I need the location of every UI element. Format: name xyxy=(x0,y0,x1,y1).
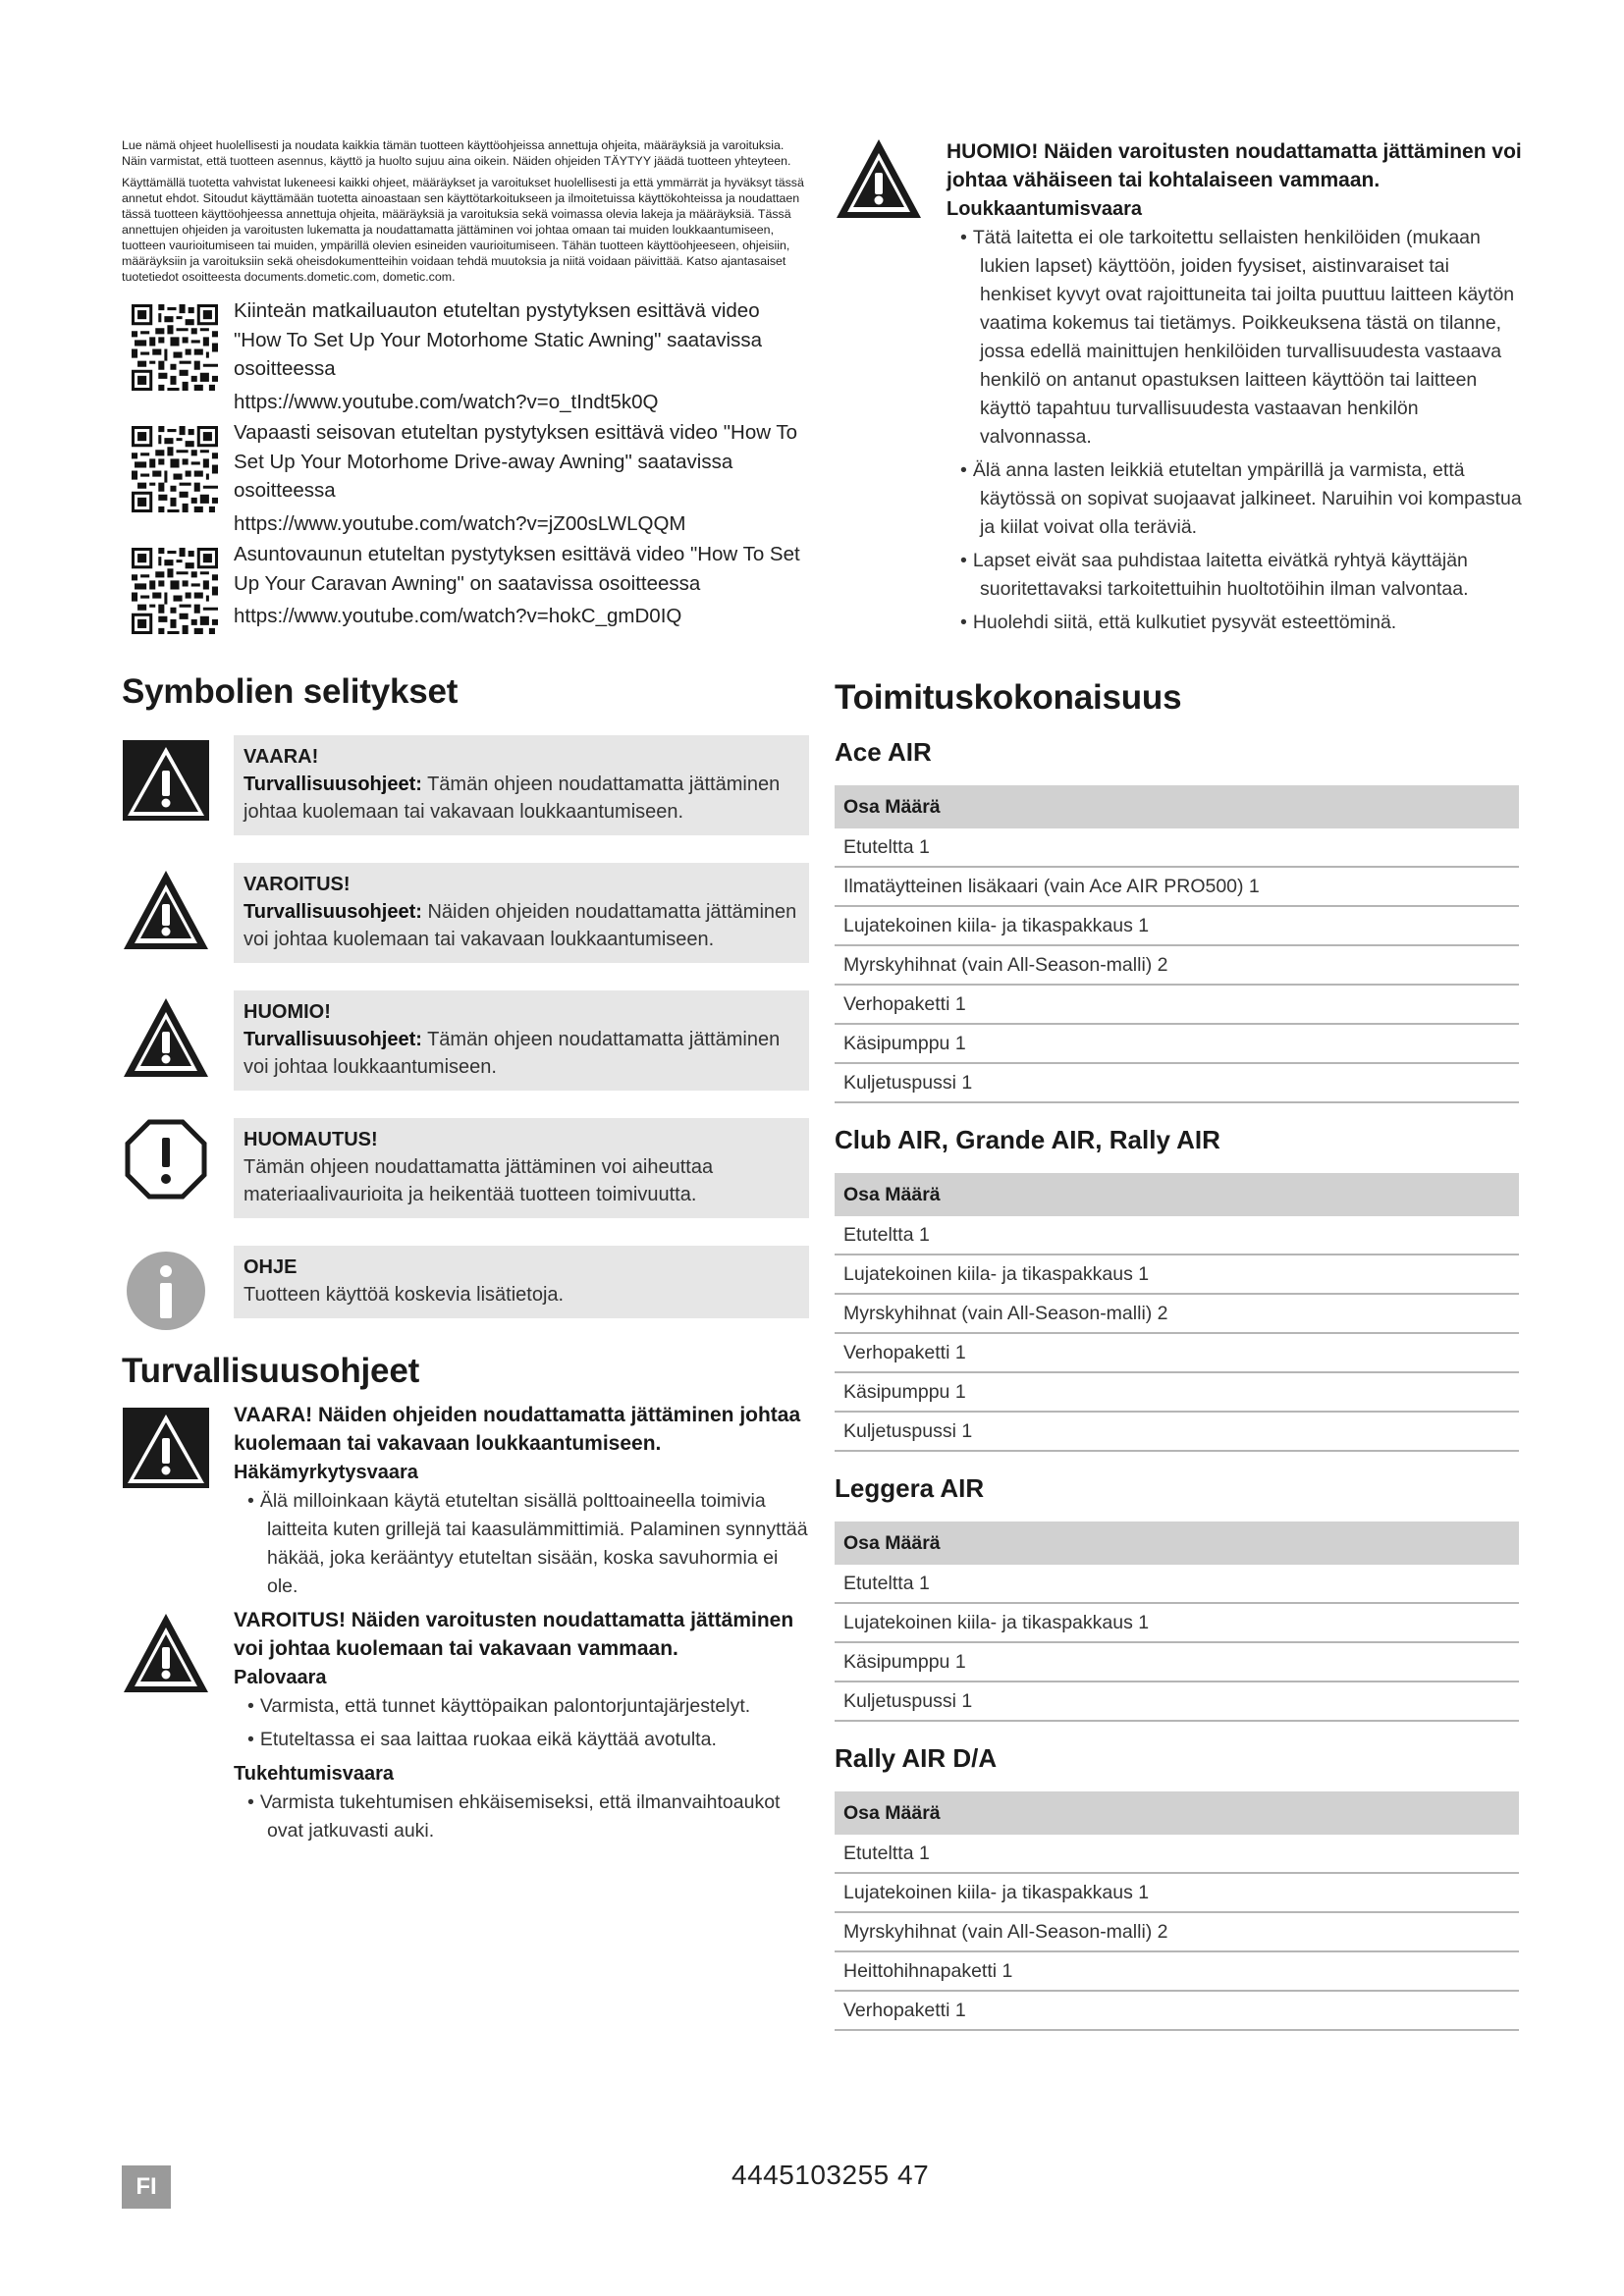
table-cell: Käsipumppu 1 xyxy=(835,1642,1519,1682)
symbol-text: Turvallisuusohjeet: Tämän ohjeen noudattamatta jättäminen johtaa kuolemaan tai vakavaan loukkaantumiseen. xyxy=(244,773,781,823)
symbol-caution xyxy=(122,990,809,1091)
table-header: Osa Määrä xyxy=(835,1791,1519,1835)
table-header: Osa Määrä xyxy=(835,785,1519,828)
qr-code-icon[interactable] xyxy=(132,304,218,391)
language-tag: FI xyxy=(122,2165,171,2209)
table-cell: Käsipumppu 1 xyxy=(835,1024,1519,1063)
table-cell: Myrskyhihnat (vain All-Season-malli) 2 xyxy=(835,945,1519,985)
intro-paragraph-2: Käyttämällä tuotetta vahvistat lukeneesi kaikki ohjeet, määräykset ja varoitukset huolellisesti ja että ymmärrät ja hyväksyt tässä annetut ehdot. Sitoudut käyttämään tuotetta ainoastaan sen käyttötarkoitukseen ja ilmoitetuissa käyttökohteissa ja noudattaen tässä tuotteen käyttöohjeessa annettuja ohjeita, määräyksiä ja varoituksia sekä voimassa olevia lakeja ja määräyksiä. Tässä annettujen ohjeiden ja varoitusten lukematta ja noudattamatta jättäminen voi johtaa omaan tai muiden loukkaantumiseen, tuotteen vaurioitumiseen tai muiden, ympärillä olevien esineiden vaurioitumiseen. Tähän tuotteen käyttöohjeeseen, ohjeisiin, määräyksiin ja varoituksiin sekä oheisdokumentteihin voidaan tehdä muutoksia ja niitä voidaan päivittää. Katso ajantasaiset tuotetiedot osoitteesta documents.dometic.com, dometic.com. xyxy=(122,176,804,284)
list-item: • Varmista, että tunnet käyttöpaikan palontorjuntajärjestelyt. xyxy=(234,1692,809,1721)
parts-table xyxy=(835,1522,1519,1722)
table-row xyxy=(835,1372,1519,1412)
table-cell: Verhopaketti 1 xyxy=(835,985,1519,1024)
table-row xyxy=(835,1642,1519,1682)
list-item: • Etuteltassa ei saa laittaa ruokaa eikä käyttää avotulta. xyxy=(234,1726,809,1754)
table-row xyxy=(835,906,1519,945)
symbol-text: Turvallisuusohjeet: Näiden ohjeiden noudattamatta jättäminen voi johtaa kuolemaan tai vakavaan loukkaantumiseen. xyxy=(244,900,797,950)
table-header-row xyxy=(835,1173,1519,1216)
hazard-subheading: Häkämyrkytysvaara xyxy=(234,1461,418,1483)
video-link-1 xyxy=(122,296,809,416)
symbol-title: HUOMAUTUS! xyxy=(244,1128,378,1150)
symbol-description-box xyxy=(234,735,809,835)
symbol-text: Tuotteen käyttöä koskevia lisätietoja. xyxy=(244,1283,565,1306)
table-cell: Verhopaketti 1 xyxy=(835,1333,1519,1372)
table-row xyxy=(835,1991,1519,2030)
qr-code-icon[interactable] xyxy=(132,548,218,634)
scope-model-list xyxy=(835,737,1522,2031)
model-name: Rally AIR D/A xyxy=(835,1743,998,1773)
hazard-list xyxy=(234,1789,809,1845)
table-row xyxy=(835,1682,1519,1721)
table-cell: Verhopaketti 1 xyxy=(835,1991,1519,2030)
parts-table xyxy=(835,1173,1519,1452)
right-column xyxy=(835,137,1522,2053)
table-cell: Ilmatäytteinen lisäkaari (vain Ace AIR PRO500) 1 xyxy=(835,867,1519,906)
safety-danger-title: VAARA! Näiden ohjeiden noudattamatta jättäminen johtaa kuolemaan tai vakavaan loukkaantumiseen. xyxy=(234,1403,801,1455)
video-description: Kiinteän matkailuauton etuteltan pystytyksen esittävä video "How To Set Up Your Motorhome Static Awning" saatavissa osoitteessa xyxy=(234,299,762,380)
table-row xyxy=(835,1294,1519,1333)
hazard-list xyxy=(947,224,1522,637)
table-cell: Lujatekoinen kiila- ja tikaspakkaus 1 xyxy=(835,1255,1519,1294)
video-description: Vapaasti seisovan etuteltan pystytyksen esittävä video "How To Set Up Your Motorhome Drive-away Awning" saatavissa osoitteessa xyxy=(234,421,797,502)
table-row xyxy=(835,945,1519,985)
document-number: 4445103255 47 xyxy=(731,2160,930,2190)
table-header: Osa Määrä xyxy=(835,1522,1519,1565)
table-cell: Lujatekoinen kiila- ja tikaspakkaus 1 xyxy=(835,1603,1519,1642)
table-cell: Kuljetuspussi 1 xyxy=(835,1682,1519,1721)
hazard-subheading: Loukkaantumisvaara xyxy=(947,198,1142,220)
table-row xyxy=(835,867,1519,906)
left-column xyxy=(122,137,809,1850)
list-item: • Huolehdi siitä, että kulkutiet pysyvät esteettöminä. xyxy=(947,609,1522,637)
safety-caution-block xyxy=(835,137,1522,637)
table-row xyxy=(835,1024,1519,1063)
warning-triangle-icon xyxy=(122,869,210,951)
symbol-notice xyxy=(122,1118,809,1218)
table-cell: Myrskyhihnat (vain All-Season-malli) 2 xyxy=(835,1912,1519,1951)
list-item: • Älä milloinkaan käytä etuteltan sisällä polttoaineella toimivia laitteita kuten grillejä tai kaasulämmittimiä. Palaminen synnyttää häkää, joka kerääntyy etuteltan sisään, koska savuhormia ei ole. xyxy=(234,1487,809,1601)
table-cell: Kuljetuspussi 1 xyxy=(835,1063,1519,1102)
symbols-heading: Symbolien selitykset xyxy=(122,671,459,711)
safety-warning-title: VAROITUS! Näiden varoitusten noudattamatta jättäminen voi johtaa kuolemaan tai vakavaan vammaan. xyxy=(234,1608,794,1660)
symbol-warning xyxy=(122,863,809,963)
table-row xyxy=(835,1216,1519,1255)
danger-warning-icon xyxy=(122,739,210,822)
symbol-text: Turvallisuusohjeet: Tämän ohjeen noudattamatta jättäminen voi johtaa loukkaantumiseen. xyxy=(244,1028,781,1078)
table-cell: Etuteltta 1 xyxy=(835,1565,1519,1603)
table-header: Osa Määrä xyxy=(835,1173,1519,1216)
safety-warning-block xyxy=(122,1606,809,1845)
symbol-title: VAROITUS! xyxy=(244,873,351,895)
hazard-subheading: Tukehtumisvaara xyxy=(234,1762,395,1785)
caution-triangle-icon xyxy=(122,996,210,1079)
list-item: • Varmista tukehtumisen ehkäisemiseksi, että ilmanvaihtoaukot ovat jatkuvasti auki. xyxy=(234,1789,809,1845)
list-item: • Älä anna lasten leikkiä etuteltan ympärillä ja varmista, että käytössä on sopivat suojaavat jalkineet. Naruihin voi kompastua ja kiilat voivat olla teräviä. xyxy=(947,456,1522,542)
symbol-description-box xyxy=(234,863,809,963)
table-row xyxy=(835,1603,1519,1642)
model-name: Club AIR, Grande AIR, Rally AIR xyxy=(835,1125,1220,1154)
table-row xyxy=(835,1951,1519,1991)
hazard-subheading: Palovaara xyxy=(234,1666,327,1688)
safety-heading: Turvallisuusohjeet xyxy=(122,1351,420,1390)
symbol-danger xyxy=(122,735,809,835)
warning-triangle-icon xyxy=(122,1612,210,1694)
scope-model-section xyxy=(835,1743,1522,2031)
list-item: • Lapset eivät saa puhdistaa laitetta eivätkä ryhtyä käyttäjän suoritettavaksi tarkoitettuihin huoltotöihin ilman valvontaa. xyxy=(947,547,1522,604)
symbol-description-box xyxy=(234,1246,809,1318)
hazard-list xyxy=(234,1487,809,1601)
video-url[interactable]: https://www.youtube.com/watch?v=jZ00sLWLQQM xyxy=(234,511,686,535)
video-link-3 xyxy=(122,540,809,631)
scope-heading: Toimituskokonaisuus xyxy=(835,678,1182,717)
table-row xyxy=(835,985,1519,1024)
table-row xyxy=(835,1333,1519,1372)
table-header-row xyxy=(835,1791,1519,1835)
video-description: Asuntovaunun etuteltan pystytyksen esittävä video "How To Set Up Your Caravan Awning" on saatavissa osoitteessa xyxy=(234,543,800,595)
model-name: Ace AIR xyxy=(835,737,932,767)
model-name: Leggera AIR xyxy=(835,1473,985,1503)
notice-octagon-icon xyxy=(122,1118,210,1201)
table-cell: Käsipumppu 1 xyxy=(835,1372,1519,1412)
safety-danger-block xyxy=(122,1401,809,1601)
table-row xyxy=(835,1835,1519,1873)
table-cell: Etuteltta 1 xyxy=(835,828,1519,867)
table-cell: Kuljetuspussi 1 xyxy=(835,1412,1519,1451)
video-link-2 xyxy=(122,418,809,538)
list-item: • Tätä laitetta ei ole tarkoitettu sellaisten henkilöiden (mukaan lukien lapset) käyttöön, joiden fyysiset, aistinvaraiset tai henkiset kyvyt ovat rajoittuneita tai joilta puuttuu laitteen käytön vaatima kokemus tai tietämys. Poikkeuksena tästä on tilanne, jossa edellä mainittujen henkilöiden turvallisuudesta vastaava henkilö on antanut opastuksen laitteen käyttöön tai laitteen käyttö tapahtuu turvallisuudesta vastaavan henkilön valvonnassa. xyxy=(947,224,1522,452)
table-row xyxy=(835,1063,1519,1102)
table-cell: Myrskyhihnat (vain All-Season-malli) 2 xyxy=(835,1294,1519,1333)
parts-table xyxy=(835,785,1519,1103)
symbol-title: HUOMIO! xyxy=(244,1000,331,1023)
video-url[interactable]: https://www.youtube.com/watch?v=hokC_gmD0IQ xyxy=(234,605,682,627)
table-row xyxy=(835,828,1519,867)
symbol-description-box xyxy=(234,1118,809,1218)
intro-paragraph-1: Lue nämä ohjeet huolellisesti ja noudata kaikkia tämän tuotteen käyttöohjeissa annettuja ohjeita, määräyksiä ja varoituksia. Näin varmistat, että tuotteen asennus, käyttö ja huolto sujuu aina oikein. Näiden ohjeiden TÄYTYY jäädä tuotteen yhteyteen. xyxy=(122,138,791,168)
danger-warning-icon xyxy=(122,1407,210,1489)
table-cell: Lujatekoinen kiila- ja tikaspakkaus 1 xyxy=(835,906,1519,945)
table-cell: Heittohihnapaketti 1 xyxy=(835,1951,1519,1991)
safety-caution-title: HUOMIO! Näiden varoitusten noudattamatta jättäminen voi johtaa vähäiseen tai kohtalaiseen vammaan. xyxy=(947,140,1522,191)
table-row xyxy=(835,1255,1519,1294)
caution-triangle-icon xyxy=(835,137,923,220)
symbol-description-box xyxy=(234,990,809,1091)
symbol-title: VAARA! xyxy=(244,745,319,768)
table-cell: Etuteltta 1 xyxy=(835,1216,1519,1255)
table-cell: Etuteltta 1 xyxy=(835,1835,1519,1873)
table-header-row xyxy=(835,1522,1519,1565)
table-row xyxy=(835,1912,1519,1951)
table-row xyxy=(835,1565,1519,1603)
parts-table xyxy=(835,1791,1519,2031)
table-row xyxy=(835,1873,1519,1912)
video-url[interactable]: https://www.youtube.com/watch?v=o_tIndt5k0Q xyxy=(234,390,659,413)
info-icon xyxy=(122,1250,210,1332)
qr-code-icon[interactable] xyxy=(132,426,218,512)
symbol-text: Tämän ohjeen noudattamatta jättäminen voi aiheuttaa materiaalivaurioita ja heikentää tuotteen toimivuutta. xyxy=(244,1155,714,1205)
scope-model-section xyxy=(835,1125,1522,1452)
table-header-row xyxy=(835,785,1519,828)
table-cell: Lujatekoinen kiila- ja tikaspakkaus 1 xyxy=(835,1873,1519,1912)
scope-model-section xyxy=(835,1473,1522,1722)
symbol-title: OHJE xyxy=(244,1255,298,1278)
scope-model-section xyxy=(835,737,1522,1103)
symbol-info xyxy=(122,1246,809,1318)
table-row xyxy=(835,1412,1519,1451)
hazard-list xyxy=(234,1692,809,1754)
